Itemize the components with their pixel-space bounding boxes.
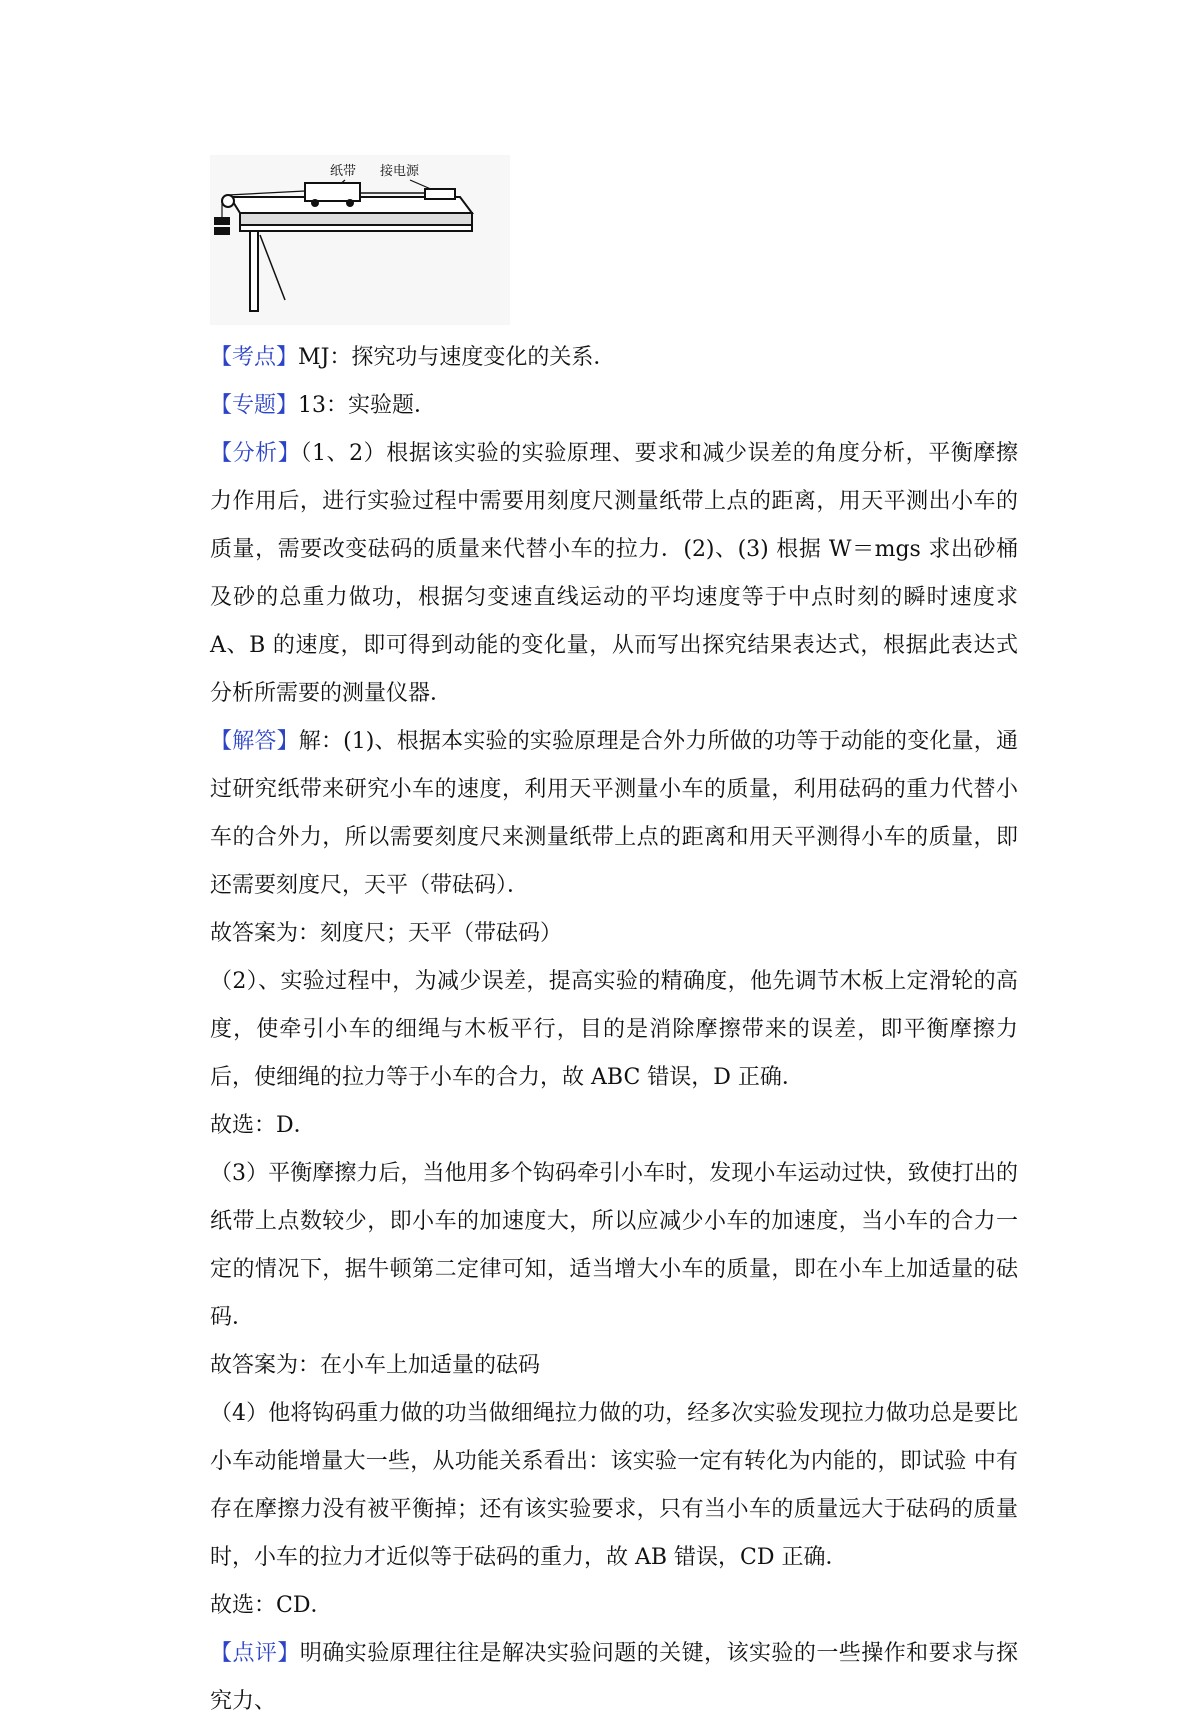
timer — [425, 189, 455, 199]
tag-kaodian: 【考点】 — [210, 345, 299, 370]
tag-dianping: 【点评】 — [210, 1641, 300, 1666]
kaodian-line — [210, 334, 1018, 382]
kaodian-text: MJ：探究功与速度变化的关系． — [298, 345, 616, 370]
part-4: （4）他将钩码重力做的功当做细绳拉力做的功，经多次实验发现拉力做功总是要比小车动能增量大一些，从功能关系看出：该实验一定有转化为内能的，即试验 中有存在摩擦力没有被平衡掉；还有该实验要求，只有当小车的质量远大于砝码的质量时，小车的拉力才近似等于砝码的重力，故 AB 错误，CD 正确． — [210, 1401, 1018, 1570]
part-3: （3）平衡摩擦力后，当他用多个钩码牵引小车时，发现小车运动过快，致使打出的纸带上点数较少，即小车的加速度大，所以应减少小车的加速度，当小车的合力一定的情况下，据牛顿第二定律可知，适当增大小车的质量，即在小车上加适量的砝码． — [210, 1161, 1018, 1330]
solution-content — [210, 334, 1018, 1726]
track-board-side — [240, 213, 472, 225]
answer-3: 故答案为：在小车上加适量的砝码 — [210, 1353, 541, 1378]
table-top — [240, 225, 472, 231]
tag-zhuanti: 【专题】 — [210, 393, 299, 418]
cart — [305, 183, 360, 201]
jieda-paragraph — [210, 718, 1018, 910]
dianping-text: 明确实验原理往往是解决实验问题的关键，该实验的一些操作和要求与探究力、 — [210, 1641, 1018, 1714]
pulley — [222, 195, 234, 207]
tag-fenxi: 【分析】 — [210, 441, 301, 466]
label-power-supply: 接电源 — [380, 164, 420, 179]
tag-jieda: 【解答】 — [210, 729, 299, 754]
table-leg — [250, 231, 258, 311]
zhuanti-text: 13：实验题． — [298, 393, 437, 418]
weight — [214, 227, 230, 235]
cart-wheel — [311, 199, 319, 207]
part-2: （2）、实验过程中，为减少误差，提高实验的精确度，他先调节木板上定滑轮的高度，使牵引小车的细绳与木板平行，目的是消除摩擦带来的误差，即平衡摩擦力后，使细绳的拉力等于小车的合力，故 ABC 错误，D 正确． — [210, 969, 1018, 1090]
select-4: 故选：CD． — [210, 1593, 333, 1618]
weight — [214, 217, 230, 225]
dianping-paragraph — [210, 1630, 1018, 1726]
label-paper-tape: 纸带 — [330, 164, 357, 179]
jieda-text: 解：(1)、根据本实验的实验原理是合外力所做的功等于动能的变化量，通过研究纸带来研究小车的速度，利用天平测量小车的质量，利用砝码的重力代替小车的合外力，所以需要刻度尺来测量纸带上点的距离和用天平测得小车的质量，即还需要刻度尺，天平（带砝码）． — [210, 729, 1018, 898]
cart-wheel — [346, 199, 354, 207]
experiment-apparatus-figure — [210, 155, 510, 325]
fenxi-text: （1、2）根据该实验的实验原理、要求和减少误差的角度分析，平衡摩擦力作用后，进行实验过程中需要用刻度尺测量纸带上点的距离，用天平测出小车的质量，需要改变砝码的质量来代替小车的拉力．(2)、(3) 根据 W＝mgs 求出砂桶及砂的总重力做功，根据匀变速直线运动的平均速度等于中点时刻的瞬时速度求 A、B 的速度，即可得到动能的变化量，从而写出探究结果表达式，根据此表达式分析所需要的测量仪器． — [210, 441, 1018, 706]
select-2: 故选：D． — [210, 1113, 316, 1138]
answer-1: 故答案为：刻度尺；天平（带砝码） — [210, 921, 563, 946]
zhuanti-line — [210, 382, 1018, 430]
fenxi-paragraph — [210, 430, 1018, 718]
